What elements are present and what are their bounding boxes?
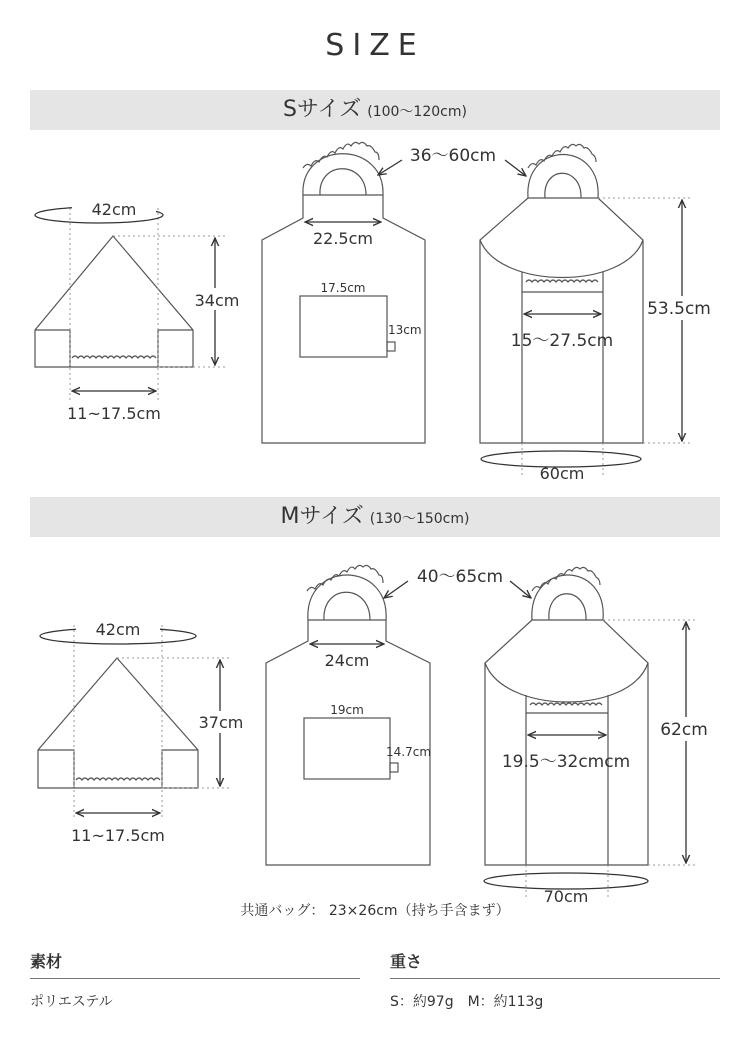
- pocket-width-label: 19cm: [330, 703, 364, 717]
- size-m-label: Mサイズ: [280, 504, 364, 529]
- waist-label: 19.5～32cmcm: [501, 752, 631, 772]
- hem-label: 70cm: [543, 887, 589, 906]
- bag-worn-diagram: [484, 567, 714, 906]
- hood-outline: [38, 658, 198, 788]
- pocket-width-label: 17.5cm: [320, 281, 366, 295]
- length-label: 53.5cm: [647, 299, 711, 319]
- common-bag-note: 共通バッグ： 23×26cm（持ち手含まず）: [240, 903, 510, 919]
- hood-bottom-label: 11~17.5cm: [71, 826, 165, 845]
- bag-front-diagram: [266, 565, 431, 865]
- bag-top-label: 24cm: [324, 651, 370, 670]
- page-title: SIZE: [325, 28, 425, 63]
- bag-worn-handle: [532, 575, 603, 620]
- size-s-header: [30, 90, 720, 130]
- size-m-diagram: [0, 537, 750, 937]
- size-s-diagram: [0, 130, 750, 530]
- weight-value: S：約97g M：約113g: [390, 994, 544, 1010]
- bag-front-handle: [303, 154, 383, 195]
- hem-label: 60cm: [539, 464, 585, 483]
- hood-gather: [72, 356, 156, 358]
- hood-width-label: 42cm: [95, 620, 141, 639]
- material-section: [30, 948, 360, 1011]
- bag-front-handle: [308, 575, 386, 620]
- pocket: [304, 718, 390, 779]
- pocket-height-label: 14.7cm: [386, 745, 432, 759]
- hood-outline: [35, 236, 193, 367]
- pocket-height-label: 13cm: [388, 323, 422, 337]
- bag-worn-diagram: [480, 144, 715, 483]
- size-m-range: (130～150cm): [369, 511, 470, 527]
- size-m-header: [30, 497, 720, 537]
- waist-label: 15～27.5cm: [510, 331, 614, 351]
- material-value: ポリエステル: [30, 994, 113, 1010]
- size-s-label: Sサイズ: [283, 97, 362, 122]
- strap-label: 36～60cm: [409, 146, 497, 166]
- material-heading: 素材: [30, 948, 360, 979]
- hood-gather: [76, 778, 160, 780]
- strap-label: 40～65cm: [416, 567, 504, 587]
- hood-diagram: [35, 196, 242, 423]
- pocket: [300, 296, 387, 357]
- length-label: 62cm: [660, 720, 708, 740]
- weight-heading: 重さ: [390, 948, 720, 979]
- weight-section: [390, 948, 720, 1011]
- hood-height-label: 37cm: [198, 713, 244, 732]
- bag-worn-outline: [480, 198, 643, 443]
- bag-front-diagram: [262, 142, 425, 443]
- hood-bottom-label: 11~17.5cm: [67, 404, 161, 423]
- hood-width-label: 42cm: [91, 200, 137, 219]
- hood-diagram: [38, 618, 246, 845]
- bag-top-label: 22.5cm: [312, 229, 374, 248]
- bag-worn-outline: [485, 620, 648, 865]
- hood-height-label: 34cm: [194, 291, 240, 310]
- size-s-range: (100～120cm): [367, 104, 467, 120]
